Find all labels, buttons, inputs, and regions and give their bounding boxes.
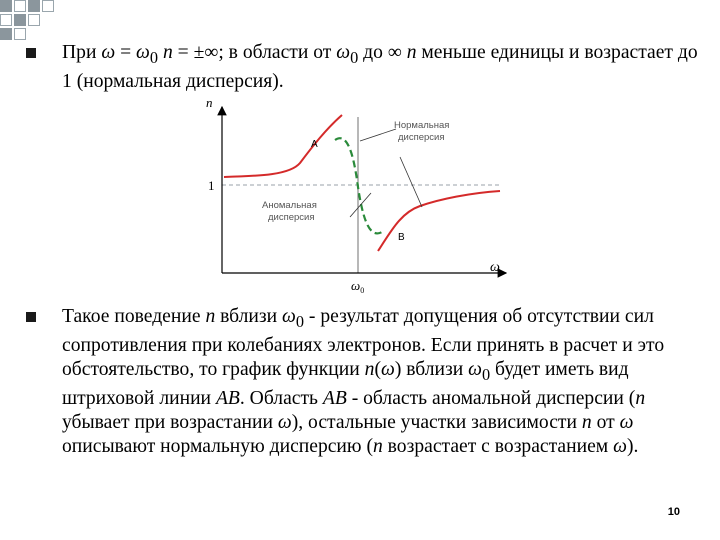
corner-square-2 [14, 0, 26, 12]
bullet-text-2: Такое поведение n вблизи $\omega_0$ - результат допущения об отсутствии сил сопротивления при колебаниях электронов. Если принять в расчет и это обстоятельство, то график функции n(ω) вблизи $\omega_0$ будет иметь вид штриховой линии AB. Область AB - область аномальной дисперсии (n убывает при возрастании ω), остальные участки зависимости n от ω описывают нормальную дисперсию (n возрастает с возрастанием ω). [62, 306, 665, 457]
bullet-row-2 [26, 305, 706, 459]
dispersion-diagram [190, 95, 520, 295]
corner-square-9 [14, 28, 26, 40]
corner-square-3 [28, 0, 40, 12]
omega0-label: $\omega_0$ [351, 278, 365, 295]
y-axis-label: n [206, 95, 213, 110]
page-number: 10 [667, 506, 680, 518]
normal-leader-1 [360, 129, 396, 141]
unity-label: 1 [208, 178, 215, 193]
x-axis-label: ω [490, 260, 500, 275]
bullet-square-icon [26, 48, 36, 58]
corner-square-1 [0, 0, 12, 12]
anomalous-label-line2: дисперсия [268, 212, 315, 223]
normal-label-line1: Нормальная [394, 120, 450, 131]
normal-curve-left [224, 115, 342, 177]
corner-square-5 [0, 14, 12, 26]
normal-curve-right [378, 191, 500, 251]
point-a-label: A [311, 139, 318, 150]
normal-leader-2 [400, 157, 422, 207]
bullet-square-icon [26, 312, 36, 322]
corner-square-4 [42, 0, 54, 12]
corner-square-6 [14, 14, 26, 26]
point-b-label: B [398, 232, 405, 243]
corner-square-8 [0, 28, 12, 40]
corner-square-7 [28, 14, 40, 26]
anomalous-label-line1: Аномальная [262, 200, 317, 211]
bullet-text-1: При $\omega = \omega_0$ n = ±∞; в области от $\omega_0$ до ∞ n меньше единицы и возрастает до 1 (нормальная дисперсия). [62, 42, 698, 92]
normal-label-line2: дисперсия [398, 132, 445, 143]
bullet-row-1 [26, 41, 706, 94]
